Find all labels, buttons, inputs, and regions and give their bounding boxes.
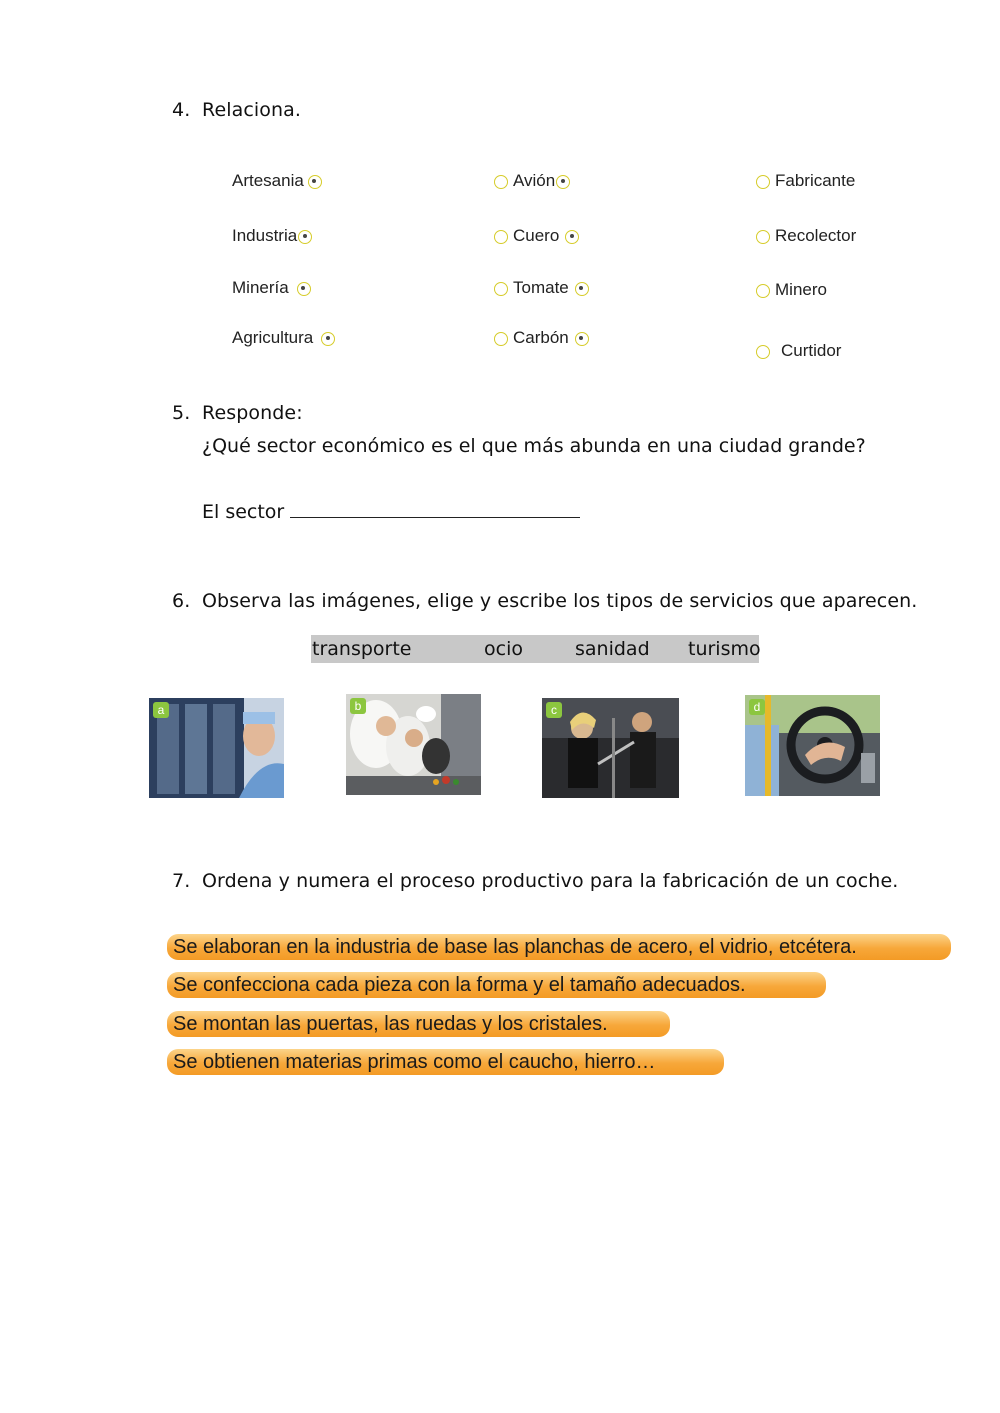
q4-col2-item: Tomate (494, 278, 589, 298)
q4-col3-item: Fabricante (756, 171, 855, 191)
radio-dot-icon[interactable] (321, 332, 335, 346)
q4-col1-item: Industria (232, 226, 312, 246)
radio-dot-icon[interactable] (575, 282, 589, 296)
radio-dot-icon[interactable] (556, 175, 570, 189)
process-step[interactable]: Se confecciona cada pieza con la forma y el tamaño adecuados. (167, 972, 826, 998)
radio-circle-icon[interactable] (756, 175, 770, 189)
radio-dot-icon[interactable] (565, 230, 579, 244)
word-bank (311, 635, 759, 663)
q7-title: Ordena y numera el proceso productivo para la fabricación de un coche. (202, 870, 899, 892)
q4-col2-item: Avión (494, 171, 570, 191)
q4-col2-item: Carbón (494, 328, 589, 348)
q4-col3-item: Recolector (756, 226, 856, 246)
cooks-illustration (346, 694, 481, 795)
driver-illustration (745, 695, 880, 796)
q4-col1-item: Artesania (232, 171, 322, 191)
image-label-c: c (546, 702, 562, 718)
answer-blank[interactable] (290, 499, 580, 518)
q6-heading (172, 590, 917, 612)
radio-circle-icon[interactable] (756, 284, 770, 298)
radio-circle-icon[interactable] (494, 332, 508, 346)
process-step[interactable]: Se montan las puertas, las ruedas y los cristales. (167, 1011, 670, 1037)
q4-heading (172, 99, 301, 121)
photo-cooks (346, 694, 481, 795)
q6-title: Observa las imágenes, elige y escribe los tipos de servicios que aparecen. (202, 590, 918, 612)
radio-dot-icon[interactable] (297, 282, 311, 296)
word-bank-item[interactable]: ocio (484, 638, 523, 660)
doctor-illustration (149, 698, 284, 798)
concert-illustration (542, 698, 679, 798)
image-label-a: a (153, 702, 169, 718)
photo-doctor-xray (149, 698, 284, 798)
word-bank-item[interactable]: transporte (312, 638, 412, 660)
q5-question: ¿Qué sector económico es el que más abunda en una ciudad grande? (202, 435, 866, 457)
image-label-b: b (350, 698, 366, 714)
radio-circle-icon[interactable] (494, 282, 508, 296)
radio-circle-icon[interactable] (756, 345, 770, 359)
q5-number: 5. (172, 402, 191, 424)
q4-col3-item: Curtidor (756, 341, 841, 361)
q4-col1-item: Minería (232, 278, 311, 298)
q7-heading (172, 870, 898, 892)
q7-number: 7. (172, 870, 191, 892)
q5-answer-prefix: El sector (202, 501, 285, 523)
process-step[interactable]: Se obtienen materias primas como el caucho, hierro… (167, 1049, 724, 1075)
radio-circle-icon[interactable] (494, 230, 508, 244)
word-bank-item[interactable]: turismo (688, 638, 761, 660)
q5-title: Responde: (202, 402, 303, 424)
photo-concert (542, 698, 679, 798)
q5-answer-line (202, 499, 580, 523)
process-step[interactable]: Se elaboran en la industria de base las planchas de acero, el vidrio, etcétera. (167, 934, 951, 960)
q6-number: 6. (172, 590, 191, 612)
q4-col3-item: Minero (756, 280, 827, 300)
q4-col1-item: Agricultura (232, 328, 335, 348)
photo-bus-driver (745, 695, 880, 796)
radio-circle-icon[interactable] (756, 230, 770, 244)
q4-col2-item: Cuero (494, 226, 579, 246)
radio-dot-icon[interactable] (308, 175, 322, 189)
q5-heading (172, 402, 303, 424)
word-bank-item[interactable]: sanidad (575, 638, 650, 660)
q4-title: Relaciona. (202, 99, 302, 121)
radio-dot-icon[interactable] (298, 230, 312, 244)
image-label-d: d (749, 699, 765, 715)
radio-circle-icon[interactable] (494, 175, 508, 189)
radio-dot-icon[interactable] (575, 332, 589, 346)
q4-number: 4. (172, 99, 191, 121)
